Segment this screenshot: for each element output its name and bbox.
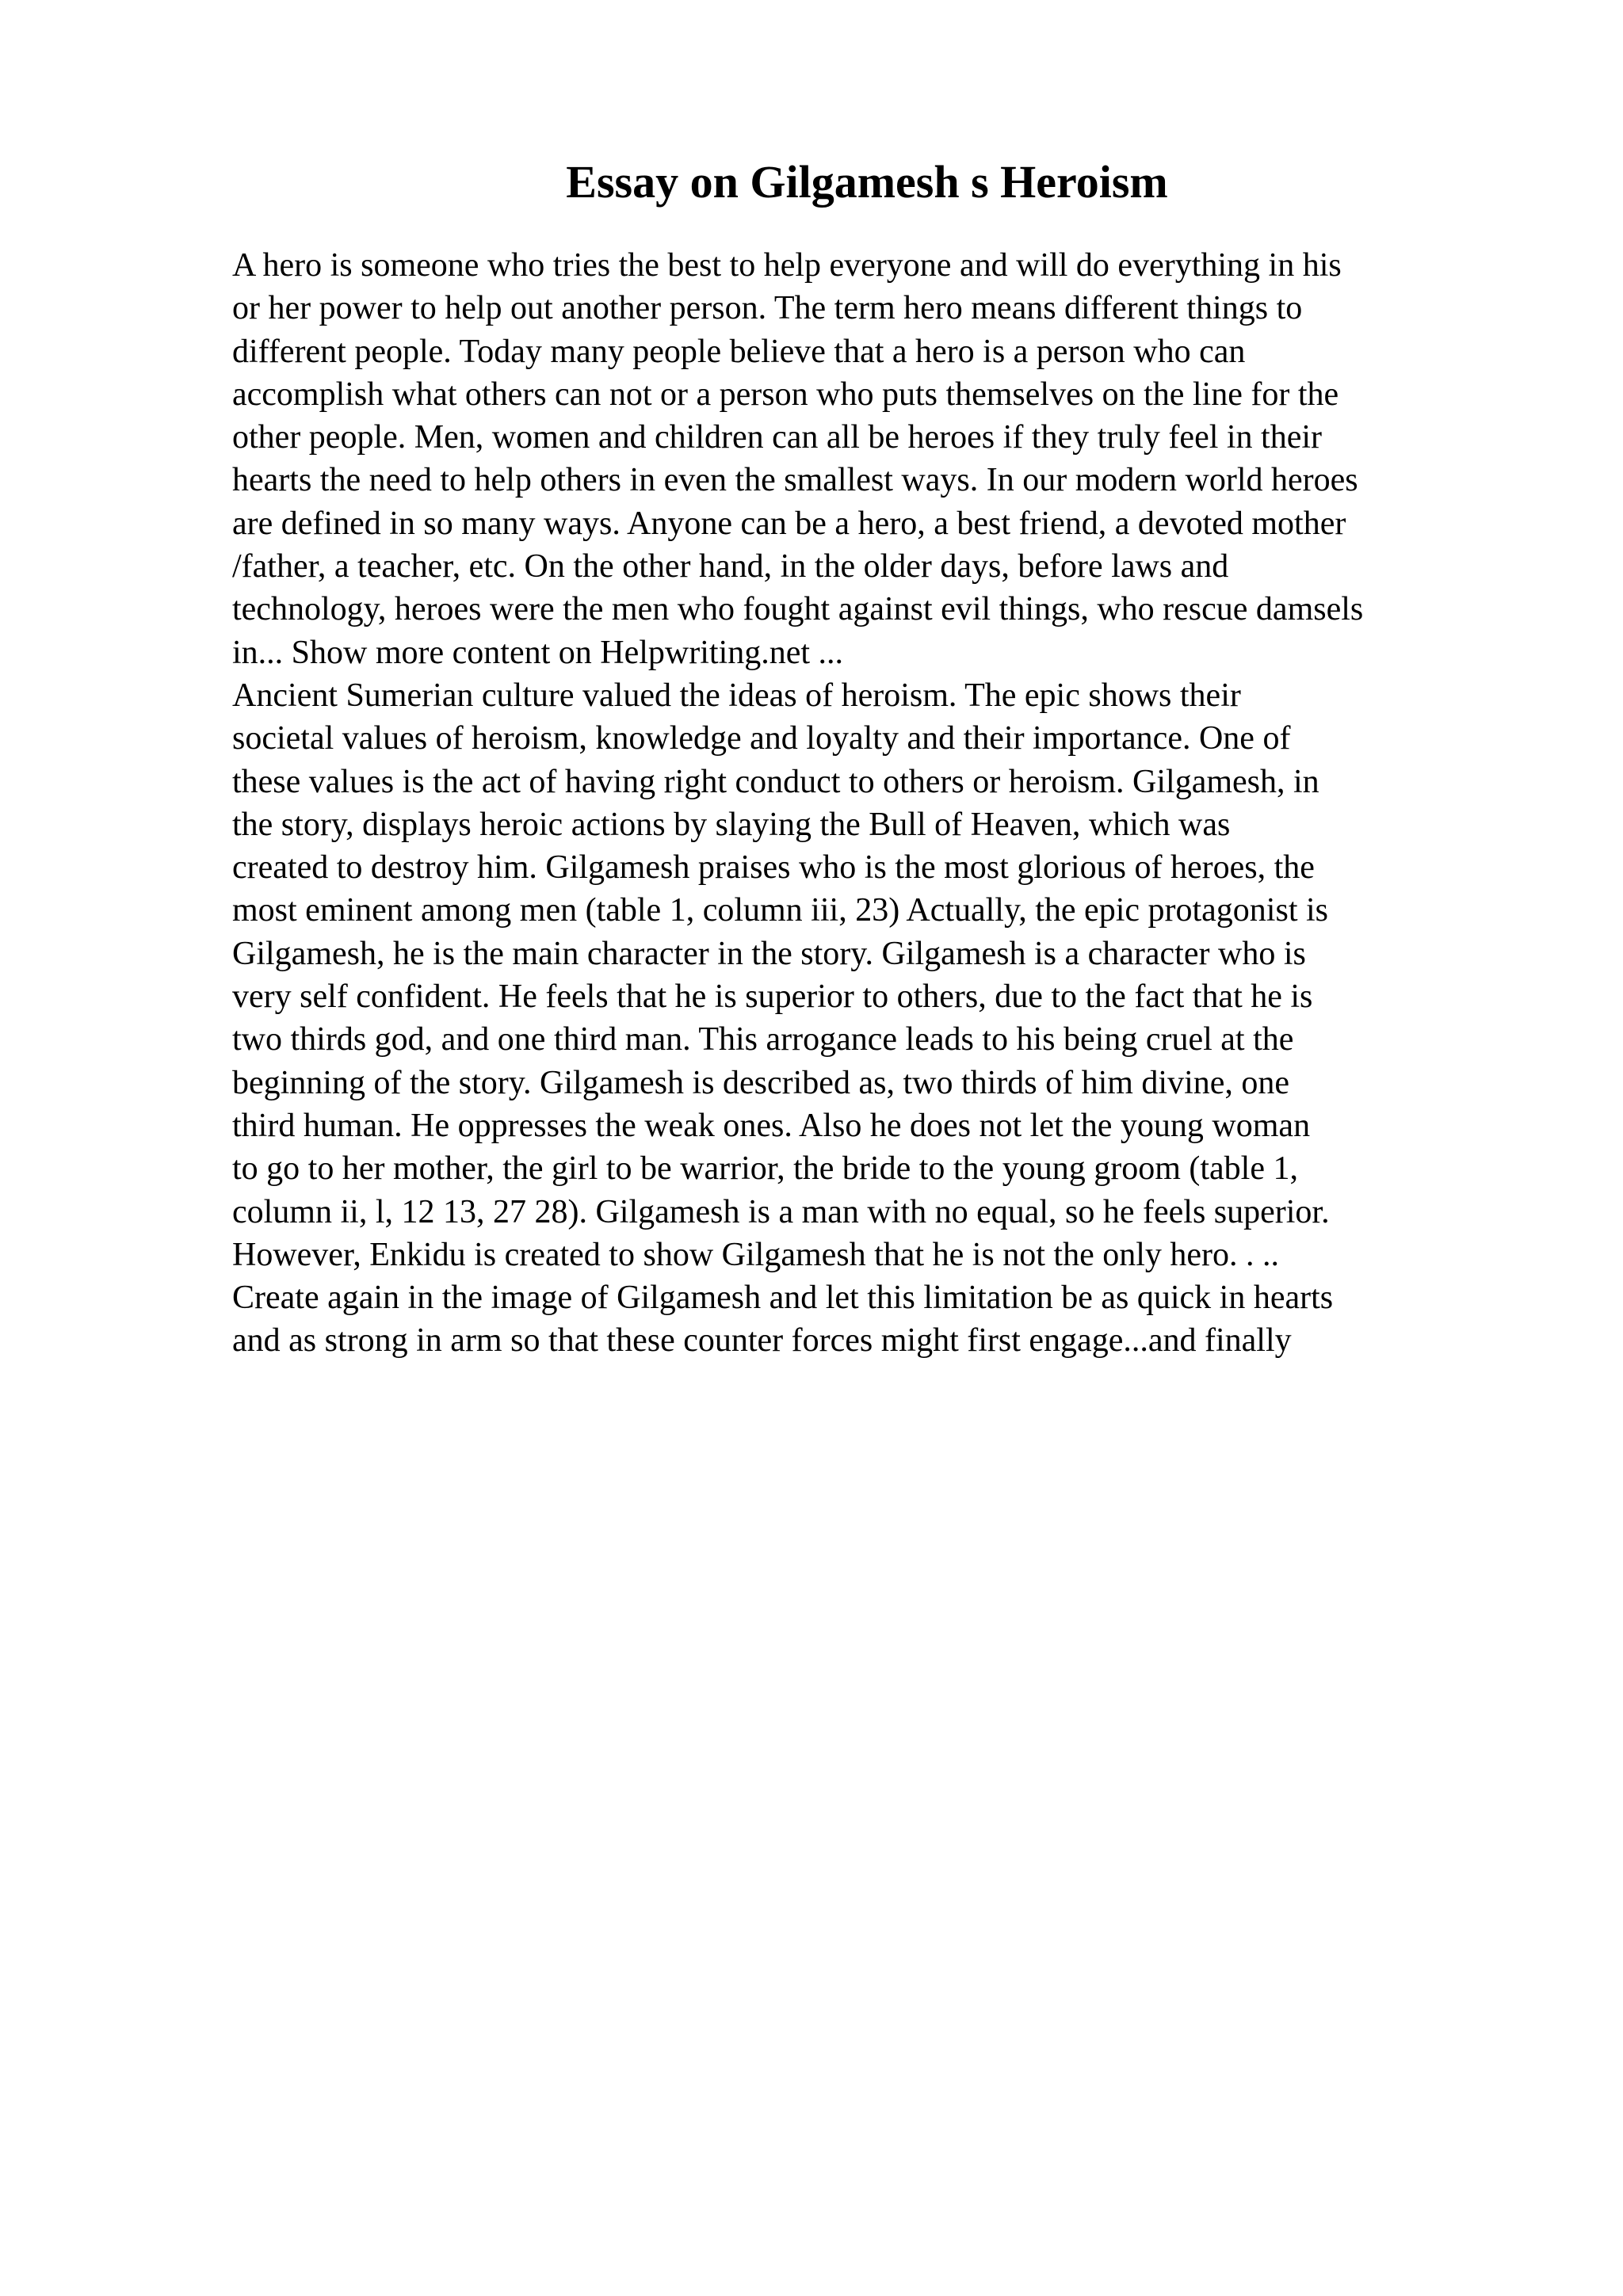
text-line: beginning of the story. Gilgamesh is described as, two thirds of him divine, one [232, 1064, 1290, 1101]
essay-body [232, 244, 1516, 1363]
text-line: to go to her mother, the girl to be warrior, the bride to the young groom (table 1, [232, 1150, 1298, 1188]
text-line: column ii, l, 12 13, 27 28). Gilgamesh is a man with no equal, so he feels superior. [232, 1193, 1330, 1230]
text-line: Gilgamesh, he is the main character in the story. Gilgamesh is a character who is [232, 935, 1306, 972]
text-line: in... Show more content on Helpwriting.net ... [232, 634, 844, 671]
text-line: A hero is someone who tries the best to help everyone and will do everything in his [232, 247, 1342, 284]
text-line: third human. He oppresses the weak ones. Also he does not let the young woman [232, 1107, 1311, 1144]
text-line: most eminent among men (table 1, column iii, 23) Actually, the epic protagonist is [232, 892, 1329, 929]
text-line: Ancient Sumerian culture valued the ideas of heroism. The epic shows their [232, 677, 1241, 714]
text-line: created to destroy him. Gilgamesh praises who is the most glorious of heroes, the [232, 849, 1315, 887]
text-line: societal values of heroism, knowledge and loyalty and their importance. One of [232, 720, 1291, 757]
text-line: other people. Men, women and children can all be heroes if they truly feel in their [232, 419, 1323, 456]
text-line: technology, heroes were the men who fought against evil things, who rescue damsels [232, 591, 1364, 628]
text-line: hearts the need to help others in even the smallest ways. In our modern world heroes [232, 462, 1358, 499]
text-line: and as strong in arm so that these counter forces might first engage...and finally [232, 1322, 1292, 1360]
text-line: the story, displays heroic actions by slaying the Bull of Heaven, which was [232, 806, 1231, 843]
page-title: Essay on Gilgamesh s Heroism [566, 156, 1168, 208]
text-line: or her power to help out another person. The term hero means different things to [232, 290, 1303, 327]
text-line: two thirds god, and one third man. This arrogance leads to his being cruel at the [232, 1021, 1294, 1058]
text-line: very self confident. He feels that he is superior to others, due to the fact that he is [232, 978, 1313, 1016]
text-line: /father, a teacher, etc. On the other hand, in the older days, before laws and [232, 548, 1229, 585]
text-line: accomplish what others can not or a person who puts themselves on the line for the [232, 376, 1339, 413]
text-line: are defined in so many ways. Anyone can be a hero, a best friend, a devoted mother [232, 505, 1346, 542]
text-line: different people. Today many people believe that a hero is a person who can [232, 333, 1246, 370]
text-line: Create again in the image of Gilgamesh and let this limitation be as quick in hearts [232, 1280, 1334, 1317]
text-line: these values is the act of having right conduct to others or heroism. Gilgamesh, in [232, 763, 1319, 800]
text-line: However, Enkidu is created to show Gilgamesh that he is not the only hero. . .. [232, 1236, 1280, 1273]
